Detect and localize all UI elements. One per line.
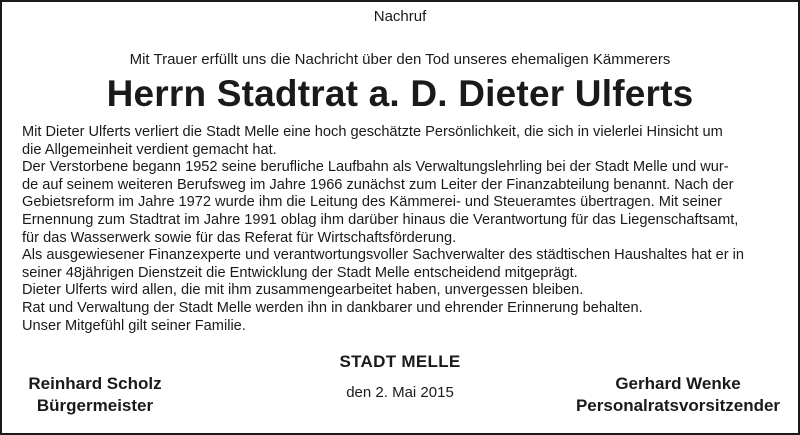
signatory-right-title: Personalratsvorsitzender <box>575 396 781 415</box>
body-line: Der Verstorbene begann 1952 seine berufliche Laufbahn als Verwaltungslehrling bei der Stadt Melle und wur- <box>22 159 729 176</box>
notice-heading: Nachruf <box>373 8 427 25</box>
signatory-left-title: Bürgermeister <box>36 396 154 415</box>
signatory-right-name: Gerhard Wenke <box>615 374 741 393</box>
notice-intro: Mit Trauer erfüllt uns die Nachricht über den Tod unseres ehemaligen Kämmerers <box>129 51 671 68</box>
body-line: für das Wasserwerk sowie für das Referat für Wirtschaftsförderung. <box>22 229 457 246</box>
signatory-left-name: Reinhard Scholz <box>28 374 162 393</box>
body-line: seiner 48jährigen Dienstzeit die Entwicklung der Stadt Melle entscheidend mitgeprägt. <box>22 264 578 281</box>
organization-name: STADT MELLE <box>339 352 461 371</box>
body-line: Als ausgewiesener Finanzexperte und verantwortungsvoller Sachverwalter des städtischen Haushaltes hat er in <box>22 247 744 264</box>
signatory-left <box>20 373 170 417</box>
body-line: de auf seinem weiteren Berufsweg im Jahre 1966 zunächst zum Leiter der Finanzabteilung benannt. Nach der <box>22 176 734 193</box>
signatory-right <box>568 373 788 417</box>
notice-date: den 2. Mai 2015 <box>346 384 454 401</box>
body-line: Ernennung zum Stadtrat im Jahre 1991 oblag ihm darüber hinaus die Verantwortung für das Liegenschaftsamt, <box>22 211 739 228</box>
body-line: Rat und Verwaltung der Stadt Melle werden ihn in dankbarer und ehrender Erinnerung behalten. <box>22 299 643 316</box>
deceased-name: Herrn Stadtrat a. D. Dieter Ulferts <box>106 73 694 114</box>
body-line: Gebietsreform im Jahre 1972 wurde ihm die Leitung des Kämmerei- und Steueramtes übertragen. Mit seiner <box>22 194 723 211</box>
body-line: Mit Dieter Ulferts verliert die Stadt Melle eine hoch geschätzte Persönlichkeit, die sich in vielerlei Hinsicht um <box>22 124 723 140</box>
body-line: Dieter Ulferts wird allen, die mit ihm zusammengearbeitet haben, unvergessen bleiben. <box>22 282 584 299</box>
notice-body <box>22 124 792 335</box>
body-line: Unser Mitgefühl gilt seiner Familie. <box>22 317 246 334</box>
body-line: die Allgemeinheit verdient gemacht hat. <box>22 141 277 158</box>
